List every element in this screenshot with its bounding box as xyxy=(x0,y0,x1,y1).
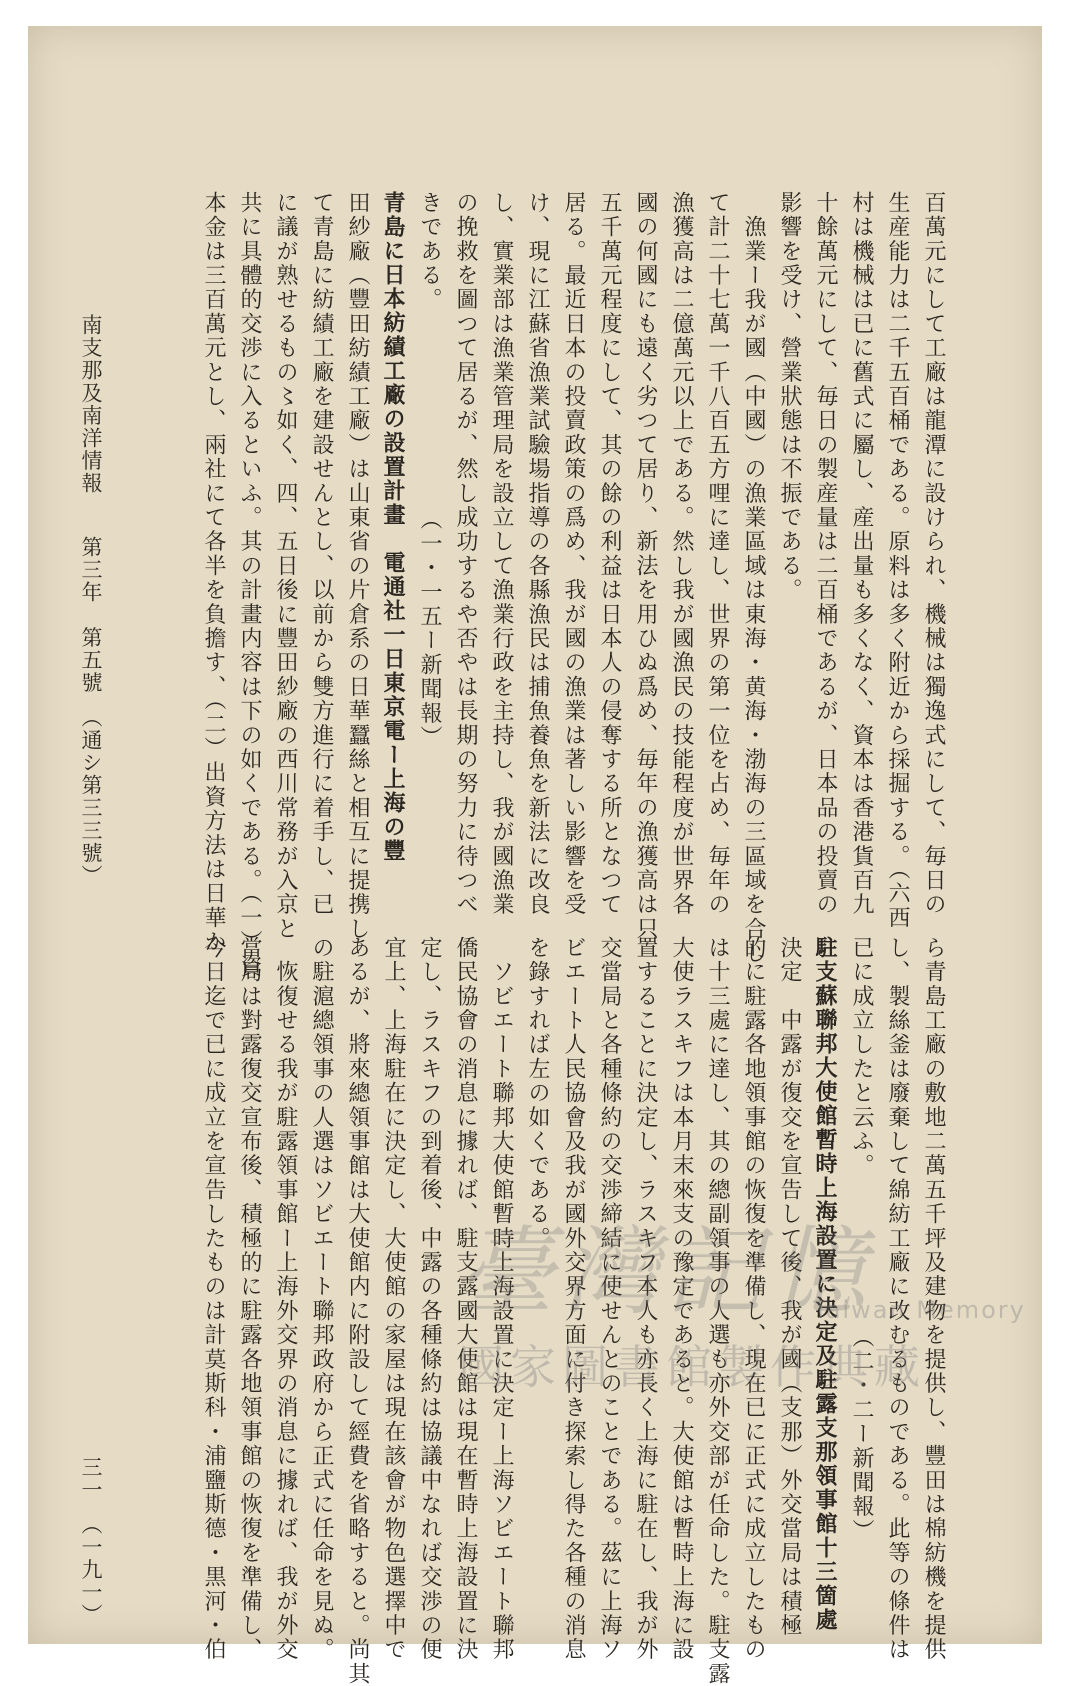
lower-column: 大使ラスキフは本月末來支の豫定であると。大使館は暫時上海に設 xyxy=(669,936,694,1662)
upper-column: に議が熟せるもの〻如く、四、五日後に豐田紗廠の西川常務が入京と xyxy=(273,191,298,942)
upper-column: 共に具體的交渉に入るといふ。其の計畫内容は下の如くである。（一）資 xyxy=(237,191,262,979)
upper-column: し、實業部は漁業管理局を設立して漁業行政を主持し、我が國漁業 xyxy=(489,191,514,917)
upper-column: 本金は三百萬元とし、兩社にて各半を負擔す、（二）出資方法は日華か xyxy=(201,191,226,955)
upper-column: 村は機械は已に舊式に屬し、産出量も多くなく、資本は香港貨百九 xyxy=(849,191,874,917)
upper-column: の挽救を圖つて居るが、然し成功するや否やは長期の努力に待つべ xyxy=(453,191,478,917)
running-header-volume-issue: 第三年 第五號 （通シ第三三號） xyxy=(79,536,103,888)
lower-column: 的に駐露各地領事館の恢復を準備し、現在已に正式に成立したもの xyxy=(741,936,766,1662)
upper-column: 國の何國にも遠く劣つて居り、新法を用ひぬ爲め、毎年の漁獲高は只 xyxy=(633,191,658,942)
lower-column: 今日迄で已に成立を宣告したものは計莫斯科・浦鹽斯德・黒河・伯 xyxy=(201,936,226,1662)
upper-column: け、現に江蘇省漁業試驗場指導の各縣漁民は捕魚養魚を新法に改良 xyxy=(525,191,550,917)
lower-column: 置することに決定し、ラスキフ本人も亦長く上海に駐在し、我が外 xyxy=(633,936,658,1662)
upper-column: 十餘萬元にして、毎日の製産量は二百桶であるが、日本品の投賣の xyxy=(813,191,838,917)
lower-column: し、製絲釜は廢棄して綿紡工廠に改むるものである。此等の條件は xyxy=(885,936,910,1662)
lower-column: 恢復せる我が駐露領事館ー上海外交界の消息に據れば、我が外交 xyxy=(273,936,298,1662)
lower-column: は十三處に達し、其の總副領事の人選も亦外交部が任命した。駐支露 xyxy=(705,936,730,1686)
lower-column: 決定 中露が復交を宣告して後、我が國（支那）外交當局は積極 xyxy=(777,936,802,1638)
lower-column: 定し、ラスキフの到着後、中露の各種條約は協議中なれば交渉の便 xyxy=(417,936,442,1662)
lower-column: ビエート人民協會及我が國外交界方面に付き探索し得た各種の消息 xyxy=(561,936,586,1662)
lower-column: 僑民協會の消息に據れば、駐支露國大使館は現在暫時上海設置に決 xyxy=(453,936,478,1662)
running-header-publication: 南支那及南洋情報 xyxy=(79,314,103,495)
upper-column: 漁獲高は二億萬元以上である。然し我が國漁民の技能程度が世界各 xyxy=(669,191,694,917)
lower-column: ソビエート聯邦大使館暫時上海設置に決定ー上海ソビエート聯邦 xyxy=(489,936,514,1662)
upper-column: 百萬元にして工廠は龍潭に設けられ、機械は獨逸式にして、毎日の xyxy=(921,191,946,917)
lower-column: 當局は對露復交宣布後、積極的に駐露各地領事館の恢復を準備し、 xyxy=(237,936,262,1662)
lower-column: を錄すれば左の如くである。 xyxy=(525,936,550,1251)
lower-column: 交當局と各種條約の交渉締結に使せんとのことである。茲に上海ソ xyxy=(597,936,622,1663)
upper-column: 居る。最近日本の投賣政策の爲め、我が國の漁業は著しい影響を受 xyxy=(561,191,586,918)
lower-column: あるが、將來總領事館は大使館内に附設して經費を省略すると。尚其 xyxy=(345,936,370,1686)
upper-column: て計二十七萬一千八百五方哩に達し、世界の第一位を占め、毎年の xyxy=(705,191,730,918)
lower-column: ら青島工廠の敷地二萬五千坪及建物を提供し、豐田は棉紡機を提供 xyxy=(921,936,946,1662)
upper-column: きである。 （一・一五ー新聞報） xyxy=(417,191,442,750)
watermark-subtitle-en: Taiwan Memory xyxy=(813,1296,1026,1324)
running-header-page-number: 三一 （一九一） xyxy=(79,1456,103,1627)
upper-column: 漁業ー我が國（中國）の漁業區域は東海・黄海・渤海の三區域を合し xyxy=(741,191,766,966)
upper-column: 影響を受け、營業狀態は不振である。 xyxy=(777,191,802,603)
watermark-logo: 臺灣記憶 xyxy=(458,1216,874,1328)
article-heading-qingdao: 青島に日本紡績工廠の設置計畫 電通社一日東京電ー上海の豐 xyxy=(380,191,406,863)
upper-column: て青島に紡績工廠を建設せんとし、以前から雙方進行に着手し、已 xyxy=(309,191,334,917)
lower-column: の駐滬總領事の人選はソビエート聯邦政府から正式に任命を見ぬ。 xyxy=(309,936,334,1662)
article-heading-soviet-embassy: 駐支蘇聯邦大使館暫時上海設置に決定及駐露支那領事館十三箇處 xyxy=(812,936,838,1632)
lower-column: 已に成立したと云ふ。 （二・二ー新聞報） xyxy=(849,936,874,1544)
upper-column: 田紗廠（豐田紡績工廠）は山東省の片倉系の日華蠶絲と相互に提携し xyxy=(345,191,370,942)
lower-column: 宜上、上海駐在に決定し、大使館の家屋は現在該會が物色選擇中で xyxy=(381,936,406,1662)
document-page xyxy=(28,26,1042,1686)
watermark-subtitle-zh: 國家圖書館製作典藏 xyxy=(458,1340,926,1394)
upper-column: 五千萬元程度にして、其の餘の利益は日本人の侵奪する所となつて xyxy=(597,191,622,917)
upper-column: 生産能力は二千五百桶である。原料は多く附近から採掘する。（六西 xyxy=(885,191,910,931)
